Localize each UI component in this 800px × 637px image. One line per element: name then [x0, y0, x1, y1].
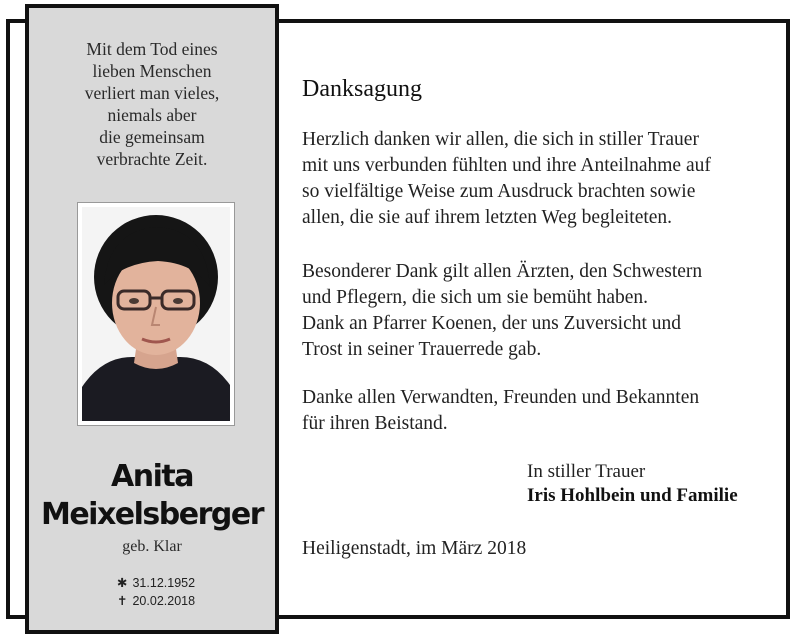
cross-icon: ✝ — [117, 593, 128, 608]
death-row — [117, 592, 195, 610]
first-name: Anita — [111, 459, 193, 494]
death-date: 20.02.2018 — [132, 594, 196, 608]
signature-block — [527, 460, 738, 508]
text-line: so vielfältige Weise zum Ausdruck brachten sowie — [302, 181, 696, 202]
portrait-illustration — [82, 207, 230, 421]
text-line: allen, die sie auf ihrem letzten Weg begleiteten. — [302, 207, 673, 228]
place-date: Heiligenstadt, im März 2018 — [302, 538, 527, 559]
birth-date: 31.12.1952 — [132, 576, 196, 590]
quote-line: verbrachte Zeit. — [96, 149, 208, 169]
memorial-side-panel — [25, 4, 279, 634]
text-line: Trost in seiner Trauerrede gab. — [302, 339, 542, 360]
quote-line: verliert man vieles, — [84, 83, 220, 103]
text-line: Besonderer Dank gilt allen Ärzten, den Schwestern — [302, 261, 703, 282]
quote-line: Mit dem Tod eines — [86, 39, 218, 59]
text-line: mit uns verbunden fühlten und ihre Anteilnahme auf — [302, 155, 711, 176]
notice-heading: Danksagung — [302, 76, 422, 102]
text-line: Herzlich danken wir allen, die sich in stiller Trauer — [302, 129, 699, 150]
thanks-paragraph-3 — [302, 385, 699, 437]
thanks-paragraph-2 — [302, 259, 702, 363]
sign-family: Iris Hohlbein und Familie — [527, 485, 738, 506]
text-line: für ihren Beistand. — [302, 413, 448, 434]
last-name: Meixelsberger — [40, 497, 264, 532]
portrait-photo — [82, 207, 230, 421]
sign-preamble: In stiller Trauer — [527, 461, 646, 482]
thanks-paragraph-1 — [302, 127, 711, 231]
quote-line: niemals aber — [107, 105, 197, 125]
text-line: Danke allen Verwandten, Freunden und Bekannten — [302, 387, 700, 408]
quote-line: lieben Menschen — [92, 61, 212, 81]
birth-row — [117, 574, 195, 592]
text-line: und Pflegern, die sich um sie bemüht haben. — [302, 287, 649, 308]
text-line: Dank an Pfarrer Koenen, der uns Zuversicht und — [302, 313, 682, 334]
deceased-name — [29, 458, 275, 534]
star-icon: ✱ — [117, 575, 128, 590]
side-panel-inner — [29, 8, 275, 630]
quote-line: die gemeinsam — [99, 127, 205, 147]
maiden-name: geb. Klar — [122, 538, 182, 555]
life-dates — [117, 574, 195, 610]
memorial-quote — [29, 38, 275, 170]
portrait-frame — [77, 202, 235, 426]
